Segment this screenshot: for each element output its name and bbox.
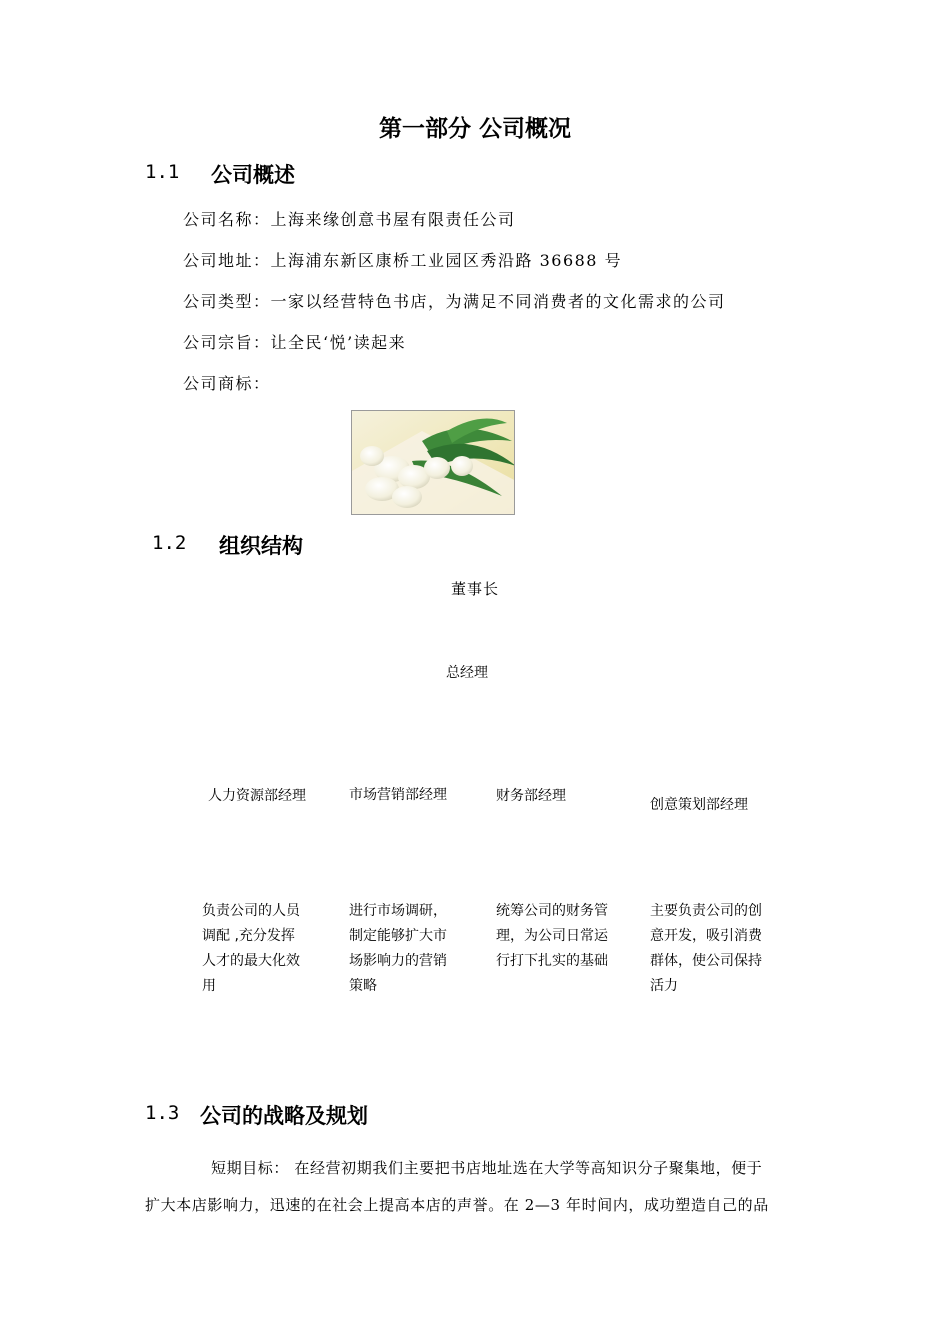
org-dept-finance: 财务部经理 bbox=[496, 788, 566, 804]
company-logo-label: 公司商标： bbox=[183, 374, 271, 393]
org-duty-creative: 主要负责公司的创意开发，吸引消费群体，使公司保持活力 bbox=[650, 903, 762, 994]
tulip-image bbox=[352, 411, 515, 515]
section-1-2-title: 组织结构 bbox=[219, 534, 303, 558]
strategy-line-2: 扩大本店影响力，迅速的在社会上提高本店的声誉。在 2—3 年时间内，成功塑造自己的品 bbox=[145, 1196, 769, 1214]
company-address: 公司地址：上海浦东新区康桥工业园区秀沿路 36688 号 bbox=[183, 251, 623, 270]
section-1-2-number: 1.2 bbox=[152, 532, 187, 554]
strategy-line-1: 短期目标： 在经营初期我们主要把书店地址选在大学等高知识分子聚集地，便于 bbox=[211, 1159, 763, 1177]
company-logo-image bbox=[351, 410, 515, 515]
section-1-1-title: 公司概述 bbox=[211, 163, 295, 187]
org-general-manager: 总经理 bbox=[446, 665, 488, 681]
section-1-3-title: 公司的战略及规划 bbox=[200, 1104, 368, 1128]
company-name: 公司名称：上海来缘创意书屋有限责任公司 bbox=[183, 210, 516, 229]
section-1-1-number: 1.1 bbox=[145, 161, 180, 183]
company-type: 公司类型：一家以经营特色书店，为满足不同消费者的文化需求的公司 bbox=[183, 292, 726, 311]
org-dept-creative: 创意策划部经理 bbox=[650, 797, 748, 813]
org-dept-hr: 人力资源部经理 bbox=[208, 788, 306, 804]
part-title: 第一部分 公司概况 bbox=[378, 116, 571, 142]
org-duty-finance: 统筹公司的财务管理，为公司日常运行打下扎实的基础 bbox=[496, 903, 608, 969]
company-motto: 公司宗旨：让全民‘悦’读起来 bbox=[183, 333, 407, 352]
section-1-3-number: 1.3 bbox=[145, 1102, 180, 1124]
org-dept-marketing: 市场营销部经理 bbox=[349, 787, 447, 803]
org-duty-hr: 负责公司的人员调配 ,充分发挥人才的最大化效用 bbox=[202, 903, 300, 994]
org-chairman: 董事长 bbox=[451, 580, 500, 598]
org-duty-marketing: 进行市场调研，制定能够扩大市场影响力的营销策略 bbox=[349, 903, 447, 994]
